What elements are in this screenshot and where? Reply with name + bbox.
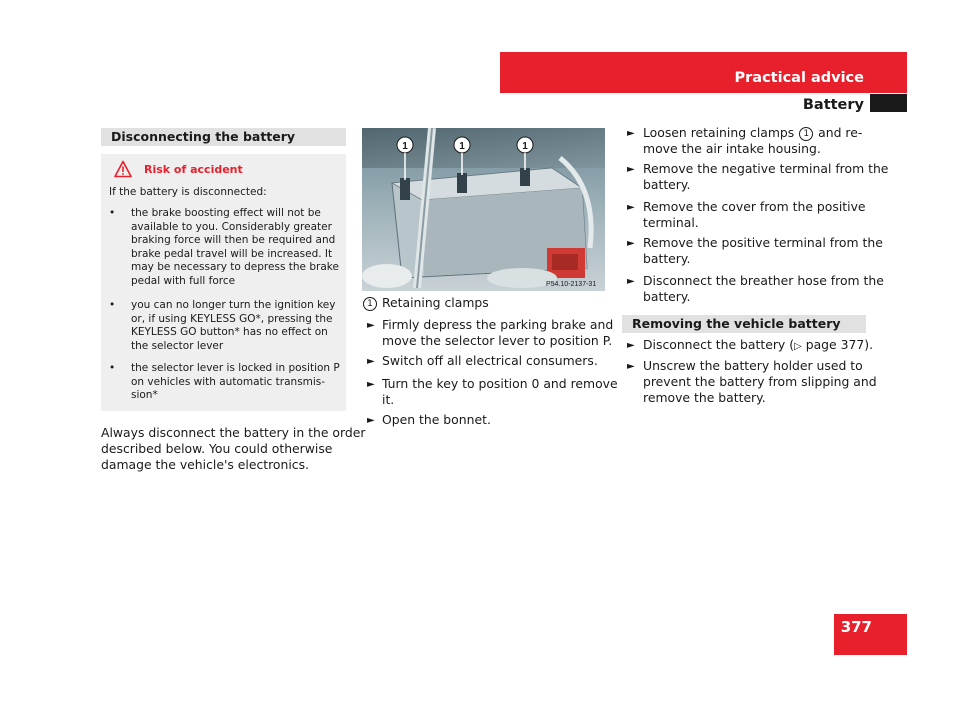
svg-text:1: 1 (402, 141, 408, 152)
text-line: Remove the positive terminal from the (643, 235, 883, 250)
step-text (382, 376, 618, 408)
text-line: Switch off all electrical consumers. (382, 353, 598, 368)
text-line: battery. (643, 251, 691, 266)
step-arrow-icon: ► (367, 320, 375, 331)
step-arrow-icon: ► (367, 415, 375, 426)
text-line: move the air intake housing. (643, 141, 821, 156)
svg-text:1: 1 (459, 141, 465, 152)
text-line: available to you. Considerably greater (131, 220, 332, 233)
text-fragment: Loosen retaining clamps (643, 125, 795, 140)
text-line: the brake boosting effect will not be (131, 207, 321, 219)
text-line: prevent the battery from slipping and (643, 374, 877, 389)
chapter-title: Practical advice (734, 70, 864, 86)
text-line (643, 337, 873, 355)
text-line: Unscrew the battery holder used to (643, 358, 863, 373)
text-line: or, if using KEYLESS GO*, pressing the (131, 312, 333, 325)
step-arrow-icon: ► (627, 128, 635, 139)
warning-triangle-icon (114, 160, 132, 178)
step-arrow-icon: ► (367, 356, 375, 367)
step-text (643, 273, 884, 305)
step-arrow-icon: ► (627, 164, 635, 175)
caption-text: Retaining clamps (381, 295, 489, 310)
callout-number: 1 (799, 127, 813, 141)
text-line: on vehicles with automatic transmis- (131, 375, 326, 388)
text-fragment: page 377). (805, 337, 874, 352)
text-line: Turn the key to position 0 and remove (382, 376, 618, 391)
step-arrow-icon: ► (627, 340, 635, 351)
bullet-mark: • (109, 299, 116, 311)
battery-photo (362, 128, 605, 291)
bullet-mark: • (109, 207, 116, 219)
warning-intro: If the battery is disconnected: (109, 186, 267, 198)
text-line: it. (382, 392, 395, 407)
warning-bullet-text (131, 362, 338, 403)
text-line: KEYLESS GO button* has no effect on (131, 326, 328, 338)
text-line: Always disconnect the battery in the order (101, 425, 366, 440)
text-line: you can no longer turn the ignition key (131, 299, 336, 311)
text-line: sion* (131, 389, 158, 401)
step-arrow-icon: ► (627, 276, 635, 287)
text-line: move the selector lever to position P. (382, 333, 613, 348)
text-line: battery. (643, 177, 691, 192)
text-line (643, 125, 862, 141)
photo-code: P54.10-2137-31 (546, 281, 597, 288)
text-line: Disconnect the breather hose from the (643, 273, 884, 288)
text-line: battery. (643, 289, 691, 304)
bullet-mark: • (109, 362, 116, 374)
intro-paragraph (101, 425, 366, 473)
text-line: remove the battery. (643, 390, 766, 405)
text-line: damage the vehicle's electronics. (101, 457, 310, 472)
step-text (643, 337, 873, 355)
text-line: braking force will then be required and (131, 234, 336, 246)
text-line: terminal. (643, 215, 699, 230)
step-text (382, 353, 598, 369)
callout-number: 1 (363, 297, 377, 311)
text-line: Remove the negative terminal from the (643, 161, 889, 176)
warning-title: Risk of accident (144, 163, 243, 176)
step-arrow-icon: ► (627, 361, 635, 372)
text-line: Open the bonnet. (382, 412, 491, 427)
step-text (643, 199, 866, 231)
page-number: 377 (840, 618, 872, 636)
step-text (382, 412, 491, 428)
figure-caption (362, 295, 489, 311)
text-line: the selector lever is locked in position P (131, 362, 340, 374)
page-ref-icon: ▷ (794, 341, 802, 352)
warning-bullet-text (131, 299, 338, 353)
step-text (643, 125, 862, 157)
text-line: may be necessary to depress the brake (131, 261, 339, 273)
warning-bullet-text (131, 207, 338, 288)
svg-text:1: 1 (522, 141, 528, 152)
text-line: brake pedal travel will be increased. It (131, 247, 333, 260)
text-line: pedal with full force (131, 274, 236, 287)
section-heading-disconnecting: Disconnecting the battery (101, 128, 346, 146)
step-text (382, 317, 613, 349)
text-line: Remove the cover from the positive (643, 199, 866, 214)
step-arrow-icon: ► (627, 238, 635, 249)
step-text (643, 235, 883, 267)
text-fragment: and re- (818, 125, 863, 140)
text-line: described below. You could otherwise (101, 441, 333, 456)
section-marker (870, 94, 907, 112)
text-fragment: Disconnect the battery ( (643, 337, 795, 352)
text-line: Firmly depress the parking brake and (382, 317, 614, 332)
step-arrow-icon: ► (367, 379, 375, 390)
step-arrow-icon: ► (627, 202, 635, 213)
step-text (643, 161, 888, 193)
text-line: the selector lever (131, 339, 224, 352)
section-heading-removing: Removing the vehicle battery (622, 315, 866, 333)
section-title: Battery (802, 97, 864, 113)
step-text (643, 358, 877, 406)
